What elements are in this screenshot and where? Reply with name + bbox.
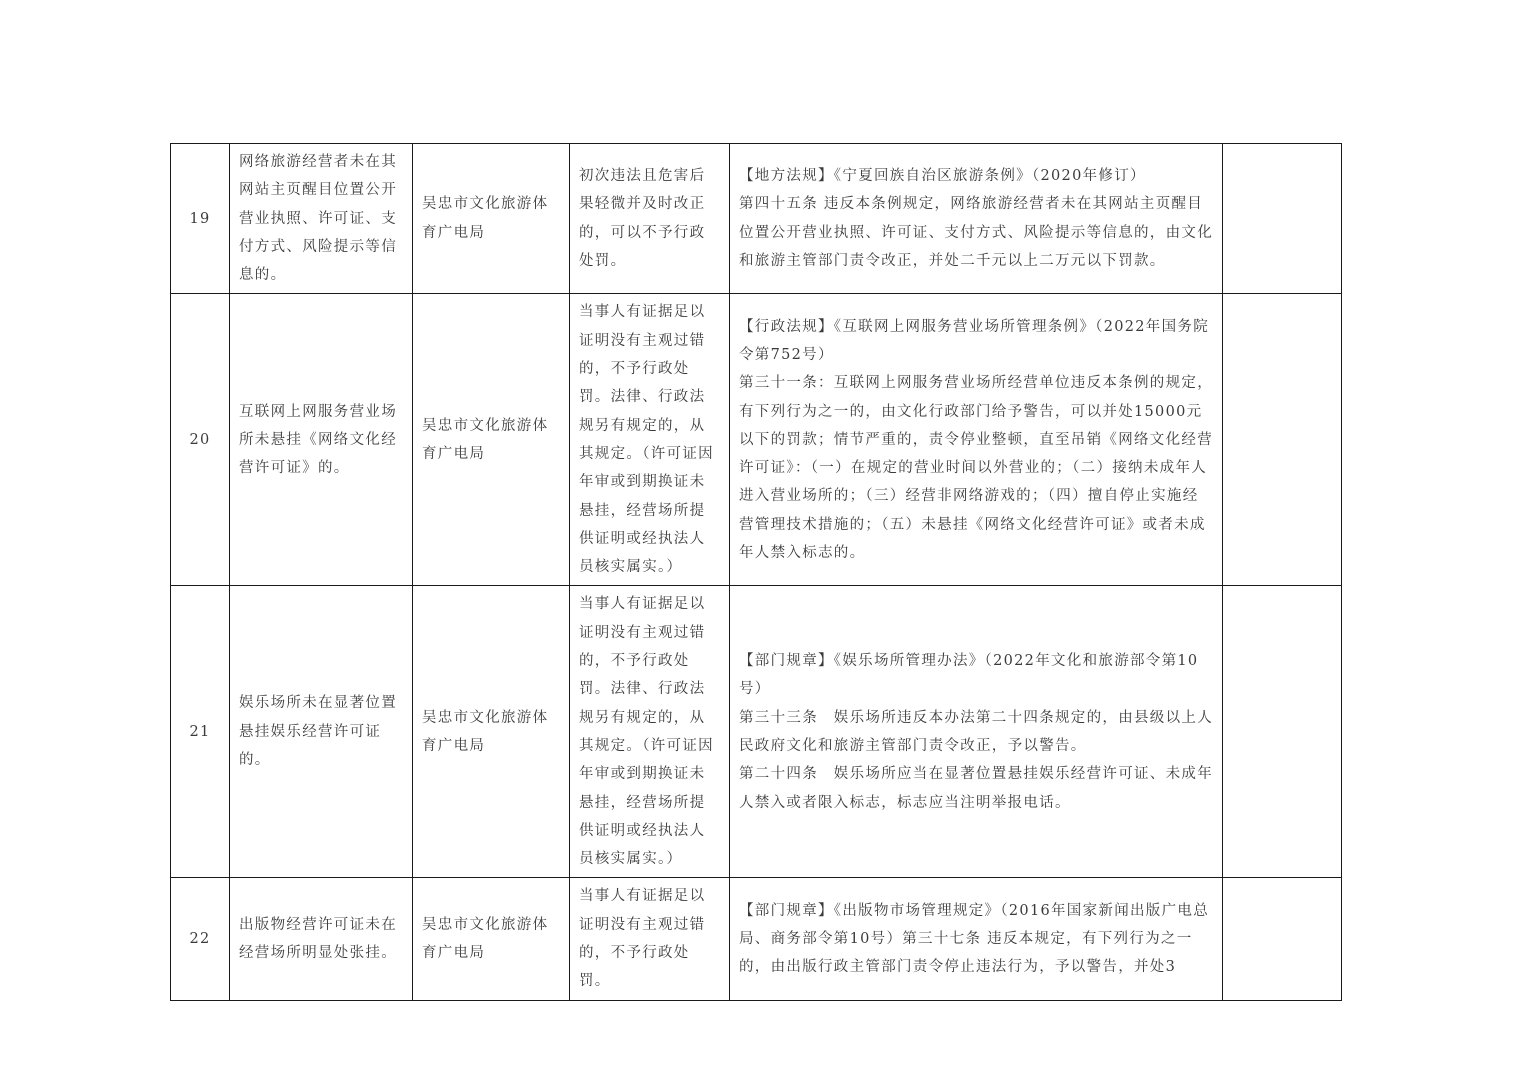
legal-basis-paragraph: 第四十五条 违反本条例规定，网络旅游经营者未在其网站主页醒目位置公开营业执照、许可证、支付方式、风险提示等信息的，由文化和旅游主管部门责令改正，并处二千元以上二万元以下罚款。 [739, 196, 1213, 270]
penalty-exemption-table [170, 143, 1342, 1001]
legal-basis-paragraph: 第三十三条 娱乐场所违反本办法第二十四条规定的，由县级以上人民政府文化和旅游主管部门责令改正，予以警告。 [739, 709, 1213, 754]
table-row [171, 294, 1342, 586]
violation-description: 娱乐场所未在显著位置悬挂娱乐经营许可证的。 [230, 586, 413, 878]
row-number: 22 [171, 878, 230, 1000]
legal-basis-paragraph: 【部门规章】《娱乐场所管理办法》（2022年文化和旅游部令第10号） [739, 653, 1199, 698]
legal-basis-paragraph: 【地方法规】《宁夏回族自治区旅游条例》（2020年修订） [739, 168, 1146, 185]
remark-cell [1223, 878, 1342, 1000]
remark-cell [1223, 586, 1342, 878]
legal-basis [730, 294, 1223, 586]
enforcement-agency: 吴忠市文化旅游体育广电局 [413, 294, 570, 586]
row-number: 20 [171, 294, 230, 586]
table-row [171, 878, 1342, 1000]
enforcement-agency: 吴忠市文化旅游体育广电局 [413, 144, 570, 294]
table-row [171, 144, 1342, 294]
remark-cell [1223, 144, 1342, 294]
legal-basis-paragraph: 第二十四条 娱乐场所应当在显著位置悬挂娱乐经营许可证、未成年人禁入或者限入标志，标志应当注明举报电话。 [739, 766, 1213, 811]
remark-cell [1223, 294, 1342, 586]
legal-basis-paragraph: 【行政法规】《互联网上网服务营业场所管理条例》（2022年国务院令第752号） [739, 318, 1209, 363]
enforcement-agency: 吴忠市文化旅游体育广电局 [413, 878, 570, 1000]
legal-basis [730, 878, 1223, 1000]
exemption-condition: 当事人有证据足以证明没有主观过错的，不予行政处罚。 [570, 878, 730, 1000]
exemption-condition: 初次违法且危害后果轻微并及时改正的，可以不予行政处罚。 [570, 144, 730, 294]
legal-basis-paragraph: 第三十一条：互联网上网服务营业场所经营单位违反本条例的规定，有下列行为之一的，由文化行政部门给予警告，可以并处15000元以下的罚款；情节严重的，责令停业整顿，直至吊销《网络文化经营许可证》：（一）在规定的营业时间以外营业的；（二）接纳未成年人进入营业场所的；（三）经营非网络游戏的；（四）擅自停止实施经营管理技术措施的；（五）未悬挂《网络文化经营许可证》或者未成年人禁入标志的。 [739, 375, 1213, 561]
violation-description: 网络旅游经营者未在其网站主页醒目位置公开营业执照、许可证、支付方式、风险提示等信息的。 [230, 144, 413, 294]
exemption-condition: 当事人有证据足以证明没有主观过错的，不予行政处罚。法律、行政法规另有规定的，从其规定。（许可证因年审或到期换证未悬挂，经营场所提供证明或经执法人员核实属实。） [570, 586, 730, 878]
row-number: 19 [171, 144, 230, 294]
table-row [171, 586, 1342, 878]
legal-basis [730, 586, 1223, 878]
row-number: 21 [171, 586, 230, 878]
exemption-condition: 当事人有证据足以证明没有主观过错的，不予行政处罚。法律、行政法规另有规定的，从其规定。（许可证因年审或到期换证未悬挂，经营场所提供证明或经执法人员核实属实。） [570, 294, 730, 586]
violation-description: 出版物经营许可证未在经营场所明显处张挂。 [230, 878, 413, 1000]
enforcement-agency: 吴忠市文化旅游体育广电局 [413, 586, 570, 878]
legal-basis [730, 144, 1223, 294]
legal-basis-paragraph: 【部门规章】《出版物市场管理规定》（2016年国家新闻出版广电总局、商务部令第10号）第三十七条 违反本规定，有下列行为之一的，由出版行政主管部门责令停止违法行为，予以警告，并处3 [739, 902, 1209, 976]
violation-description: 互联网上网服务营业场所未悬挂《网络文化经营许可证》的。 [230, 294, 413, 586]
